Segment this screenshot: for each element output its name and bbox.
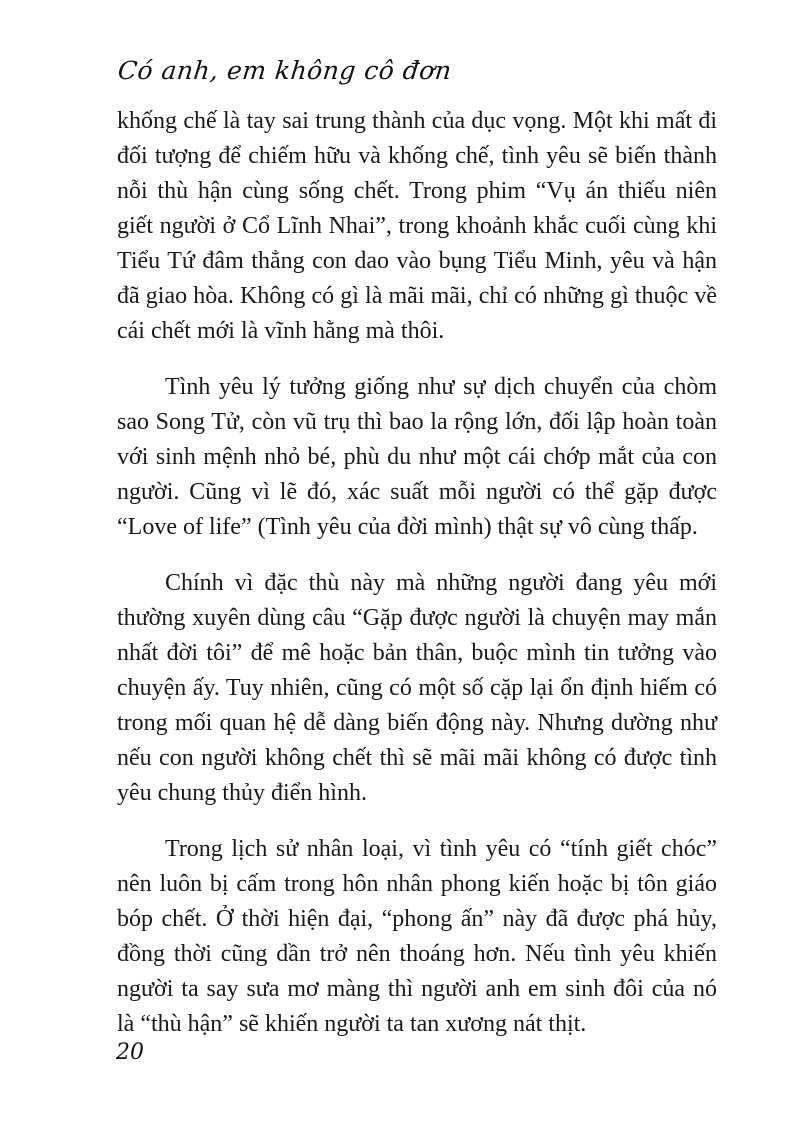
text-line: là “thù hận” sẽ khiến người ta tan xương nát thịt. [117, 1011, 587, 1037]
text-line: thường xuyên dùng câu “Gặp được người là chuyện may mắn [117, 605, 717, 631]
text-line: nên luôn bị cấm trong hôn nhân phong kiến hoặc bị tôn giáo [117, 871, 717, 897]
text-line: đối tượng để chiếm hữu và khống chế, tình yêu sẽ biến thành [117, 143, 717, 169]
body-text [117, 104, 717, 1063]
text-line: đã giao hòa. Không có gì là mãi mãi, chỉ có những gì thuộc về [117, 283, 717, 309]
text-line: Tình yêu lý tưởng giống như sự dịch chuyển của chòm [165, 374, 717, 400]
text-line: Tiểu Tứ đâm thẳng con dao vào bụng Tiểu Minh, yêu và hận [117, 248, 717, 274]
text-line: “Love of life” (Tình yêu của đời mình) thật sự vô cùng thấp. [117, 514, 698, 540]
text-line: đồng thời cũng dần trở nên thoáng hơn. Nếu tình yêu khiến [117, 941, 717, 967]
page-number: 20 [116, 1040, 144, 1065]
text-line: chuyện ấy. Tuy nhiên, cũng có một số cặp lại ổn định hiếm có [117, 675, 717, 701]
paragraph [117, 566, 717, 811]
text-line: người. Cũng vì lẽ đó, xác suất mỗi người có thể gặp được [117, 479, 717, 505]
text-line: với sinh mệnh nhỏ bé, phù du như một cái chớp mắt của con [117, 444, 717, 470]
text-line: người ta say sưa mơ màng thì người anh em sinh đôi của nó [117, 976, 717, 1002]
text-line: giết người ở Cổ Lĩnh Nhai”, trong khoảnh khắc cuối cùng khi [117, 213, 717, 239]
text-line: trong mối quan hệ dễ dàng biến động này. Nhưng dường như [117, 710, 717, 736]
text-line: cái chết mới là vĩnh hằng mà thôi. [117, 318, 445, 344]
text-line: nỗi thù hận cùng sống chết. Trong phim “Vụ án thiếu niên [117, 178, 717, 204]
paragraph [117, 104, 717, 349]
paragraph [117, 832, 717, 1042]
text-line: sao Song Tử, còn vũ trụ thì bao la rộng lớn, đối lập hoàn toàn [117, 409, 717, 435]
text-line: Trong lịch sử nhân loại, vì tình yêu có “tính giết chóc” [165, 836, 717, 862]
paragraph [117, 370, 717, 545]
text-line: yêu chung thủy điển hình. [117, 780, 367, 806]
text-line: Chính vì đặc thù này mà những người đang yêu mới [165, 570, 717, 596]
text-line: bóp chết. Ở thời hiện đại, “phong ấn” này đã được phá hủy, [117, 906, 717, 932]
text-line: khống chế là tay sai trung thành của dục vọng. Một khi mất đi [117, 108, 717, 134]
text-line: nhất đời tôi” để mê hoặc bản thân, buộc mình tin tưởng vào [117, 640, 717, 666]
text-line: nếu con người không chết thì sẽ mãi mãi không có được tình [117, 745, 717, 771]
running-header: Có anh, em không cô đơn [116, 56, 454, 85]
